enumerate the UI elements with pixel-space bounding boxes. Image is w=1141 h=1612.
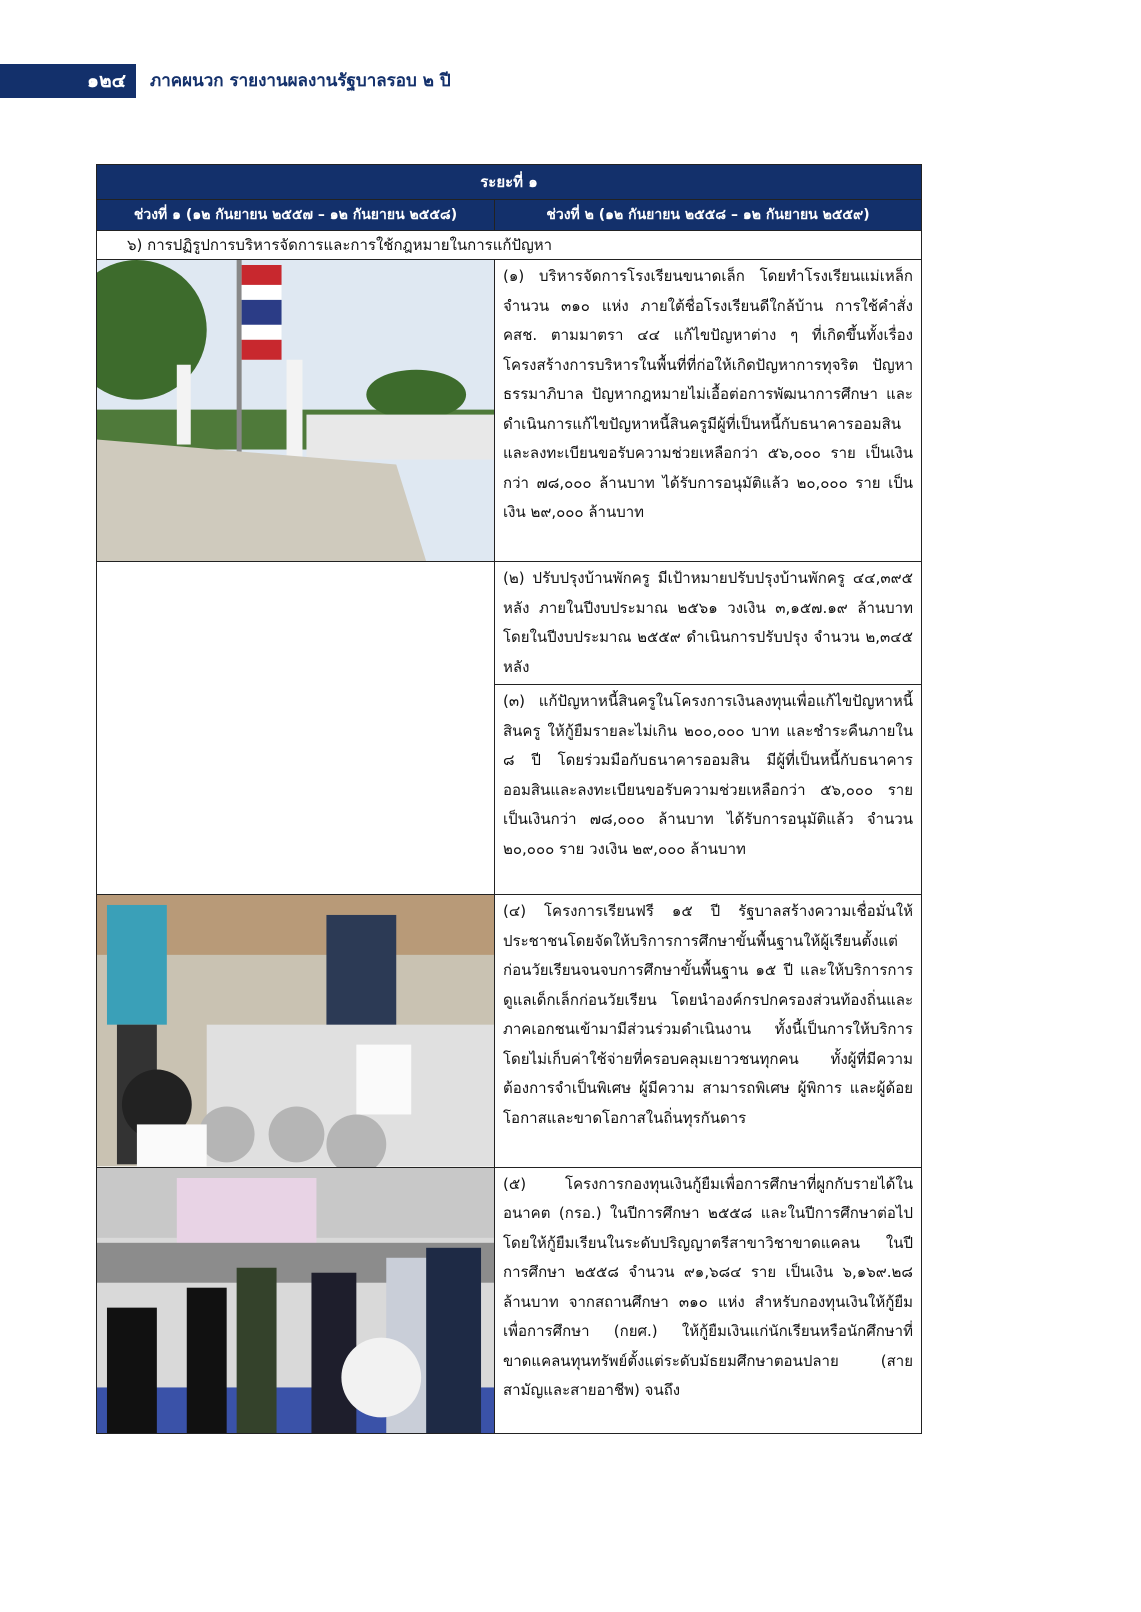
photo-loan-fund-event — [97, 1167, 495, 1433]
item-3: (๓) แก้ปัญหาหนี้สินครูในโครงการเงินลงทุนเพื่อแก้ไขปัญหาหนี้สินครู ให้กู้ยืมรายละไม่เกิน ๒๐๐,๐๐๐ บาท และชำระคืนภายใน ๘ ปี โดยร่วมมือกับธนาคารออมสิน มีผู้ที่เป็นหนี้กับธนาคารออมสินและลงทะเบียนขอรับความช่วยเหลือกว่า ๕๖,๐๐๐ ราย เป็นเงินกว่า ๗๘,๐๐๐ ล้านบาท ได้รับการอนุมัติแล้ว จำนวน ๒๐,๐๐๐ ราย วงเงิน ๒๙,๐๐๐ ล้านบาท — [495, 685, 922, 895]
section-title: ๖) การปฏิรูปการบริหารจัดการและการใช้กฎหมายในการแก้ปัญหา — [97, 231, 922, 260]
photo-school-lunch — [97, 895, 495, 1167]
item-4: (๔) โครงการเรียนฟรี ๑๕ ปี รัฐบาลสร้างความเชื่อมั่นให้ประชาชนโดยจัดให้บริการการศึกษาขั้นพื้นฐานให้ผู้เรียนตั้งแต่ก่อนวัยเรียนจนจบการศึกษาขั้นพื้นฐาน ๑๕ ปี และให้บริการการดูแลเด็กเล็กก่อนวัยเรียน โดยนำองค์กรปกครองส่วนท้องถิ่นและภาคเอกชนเข้ามามีส่วนร่วมดำเนินงาน ทั้งนี้เป็นการให้บริการโดยไม่เก็บค่าใช้จ่ายที่ครอบคลุมเยาวชนทุกคน ทั้งผู้ที่มีความต้องการจำเป็นพิเศษ ผู้มีความ สามารถพิเศษ ผู้พิการ และผู้ด้อยโอกาสและขาดโอกาสในถิ่นทุรกันดาร — [495, 895, 922, 1167]
column-header-period-1: ช่วงที่ ๑ (๑๒ กันยายน ๒๕๕๗ – ๑๒ กันยายน ๒๕๕๘) — [97, 200, 495, 231]
photo-flag-ceremony — [97, 260, 495, 562]
item-1: (๑) บริหารจัดการโรงเรียนขนาดเล็ก โดยทำโรงเรียนแม่เหล็ก จำนวน ๓๑๐ แห่ง ภายใต้ชื่อโรงเรียนดีใกล้บ้าน การใช้คำสั่ง คสช. ตามมาตรา ๔๔ แก้ไขปัญหาต่าง ๆ ที่เกิดขึ้นทั้งเรื่องโครงสร้างการบริหารในพื้นที่ที่ก่อให้เกิดปัญหาการทุจริต ปัญหาธรรมาภิบาล ปัญหากฎหมายไม่เอื้อต่อการพัฒนาการศึกษา และดำเนินการแก้ไขปัญหาหนี้สินครูมีผู้ที่เป็นหนี้กับธนาคารออมสินและลงทะเบียนขอรับความช่วยเหลือกว่า ๕๖,๐๐๐ ราย เป็นเงินกว่า ๗๘,๐๐๐ ล้านบาท ได้รับการอนุมัติแล้ว ๒๐,๐๐๐ ราย เป็นเงิน ๒๙,๐๐๐ ล้านบาท — [495, 260, 922, 562]
column-header-period-2: ช่วงที่ ๒ (๑๒ กันยายน ๒๕๕๘ – ๑๒ กันยายน ๒๕๕๙) — [495, 200, 922, 231]
page-number-band — [0, 64, 136, 98]
phase-header: ระยะที่ ๑ — [97, 165, 922, 200]
page-number: ๑๒๔ — [87, 70, 126, 92]
item-5: (๕) โครงการกองทุนเงินกู้ยืมเพื่อการศึกษาที่ผูกกับรายได้ในอนาคต (กรอ.) ในปีการศึกษา ๒๕๕๘ และในปีการศึกษาต่อไป โดยให้กู้ยืมเรียนในระดับปริญญาตรีสาขาวิชาขาดแคลน ในปีการศึกษา ๒๕๕๘ จำนวน ๙๑,๖๘๔ ราย เป็นเงิน ๖,๑๖๙.๒๘ ล้านบาท จากสถานศึกษา ๓๑๐ แห่ง สำหรับกองทุนเงินให้กู้ยืมเพื่อการศึกษา (กยศ.) ให้กู้ยืมเงินแก่นักเรียนหรือนักศึกษาที่ขาดแคลนทุนทรัพย์ตั้งแต่ระดับมัธยมศึกษาตอนปลาย (สายสามัญและสายอาชีพ) จนถึง — [495, 1167, 922, 1433]
item-2: (๒) ปรับปรุงบ้านพักครู มีเป้าหมายปรับปรุงบ้านพักครู ๔๔,๓๙๕ หลัง ภายในปีงบประมาณ ๒๕๖๑ วงเงิน ๓,๑๕๗.๑๙ ล้านบาท โดยในปีงบประมาณ ๒๕๕๙ ดำเนินการปรับปรุง จำนวน ๒,๓๔๕ หลัง — [495, 562, 922, 685]
page-header-title: ภาคผนวก รายงานผลงานรัฐบาลรอบ ๒ ปี — [150, 71, 451, 91]
empty-cell — [97, 562, 495, 895]
report-table — [96, 164, 922, 1434]
